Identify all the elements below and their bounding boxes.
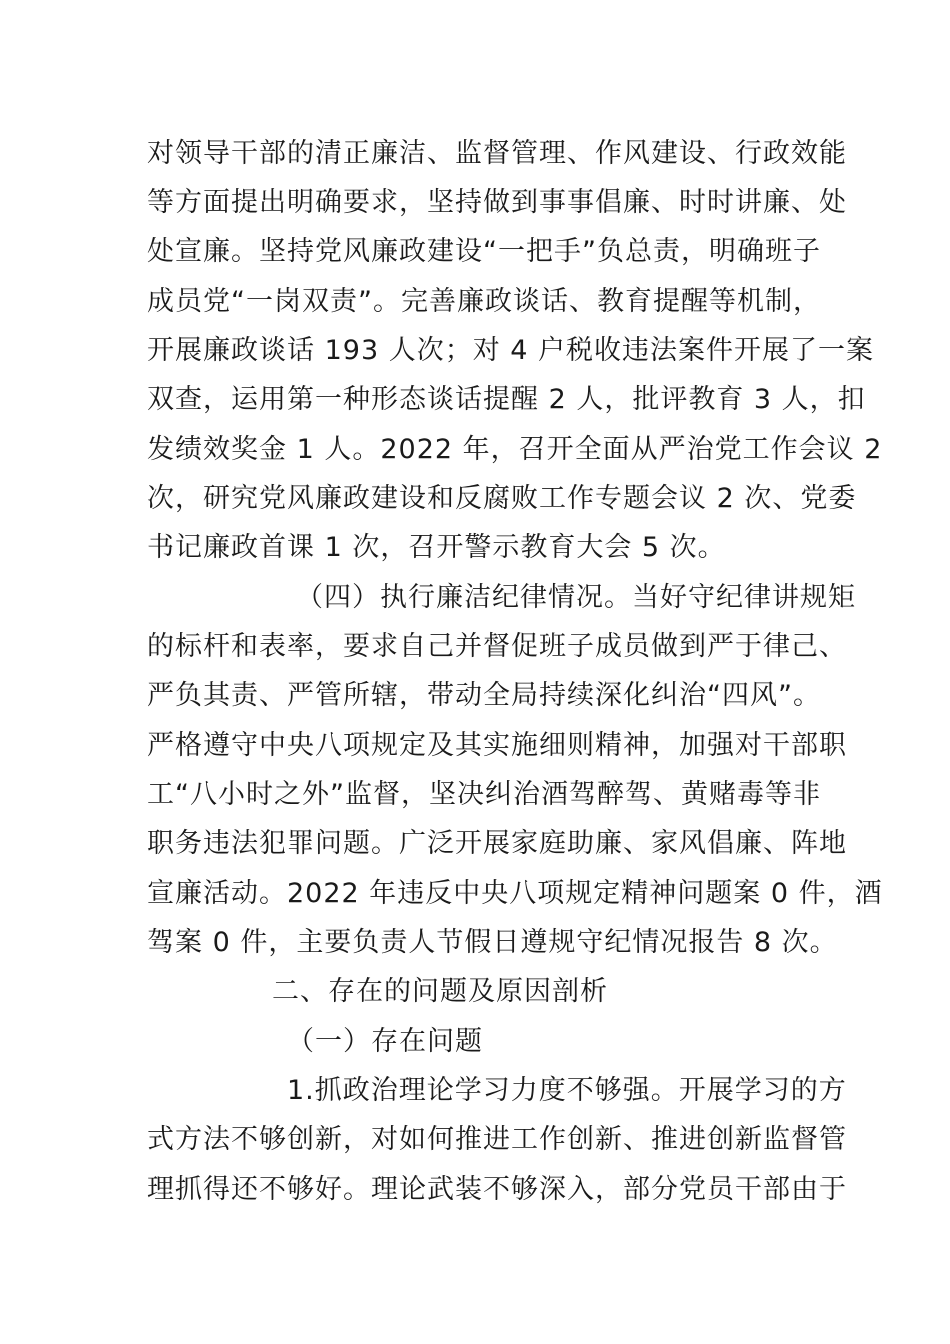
- text-line: 等方面提出明确要求，坚持做到事事倡廉、时时讲廉、处: [147, 187, 847, 218]
- text-line: 双查，运用第一种形态谈话提醒 2 人，批评教育 3 人，扣: [147, 384, 866, 415]
- text-line: 的标杆和表率，要求自己并督促班子成员做到严于律己、: [147, 631, 847, 662]
- subsection-heading: （一）存在问题: [287, 1026, 483, 1057]
- text-line: 成员党“一岗双责”。完善廉政谈话、教育提醒等机制，: [147, 286, 821, 317]
- text-line: 理抓得还不够好。理论武装不够深入，部分党员干部由于: [147, 1174, 847, 1205]
- text-line: 对领导干部的清正廉洁、监督管理、作风建设、行政效能: [147, 138, 847, 169]
- text-line: 处宣廉。坚持党风廉政建设“一把手”负总责，明确班子: [147, 236, 821, 267]
- text-line: 书记廉政首课 1 次，召开警示教育大会 5 次。: [147, 532, 726, 563]
- section-heading: 二、存在的问题及原因剖析: [272, 976, 608, 1007]
- text-line: 驾案 0 件，主要负责人节假日遵规守纪情况报告 8 次。: [147, 927, 838, 958]
- section-heading-four: （四）执行廉洁纪律情况。当好守纪律讲规矩: [296, 582, 856, 613]
- item-heading: 1.抓政治理论学习力度不够强。开展学习的方: [287, 1075, 847, 1106]
- text-line: 严负其责、严管所辖，带动全局持续深化纠治“四风”。: [147, 680, 821, 711]
- text-line: 发绩效奖金 1 人。2022 年，召开全面从严治党工作会议 2: [147, 434, 883, 465]
- text-line: 宣廉活动。2022 年违反中央八项规定精神问题案 0 件，酒: [147, 878, 883, 909]
- text-line: 开展廉政谈话 193 人次；对 4 户税收违法案件开展了一案: [147, 335, 875, 366]
- text-line: 工“八小时之外”监督，坚决纠治酒驾醉驾、黄赌毒等非: [147, 779, 821, 810]
- text-line: 严格遵守中央八项规定及其实施细则精神，加强对干部职: [147, 730, 847, 761]
- text-line: 职务违法犯罪问题。广泛开展家庭助廉、家风倡廉、阵地: [147, 828, 847, 859]
- text-line: 式方法不够创新，对如何推进工作创新、推进创新监督管: [147, 1124, 847, 1155]
- text-line: 次，研究党风廉政建设和反腐败工作专题会议 2 次、党委: [147, 483, 857, 514]
